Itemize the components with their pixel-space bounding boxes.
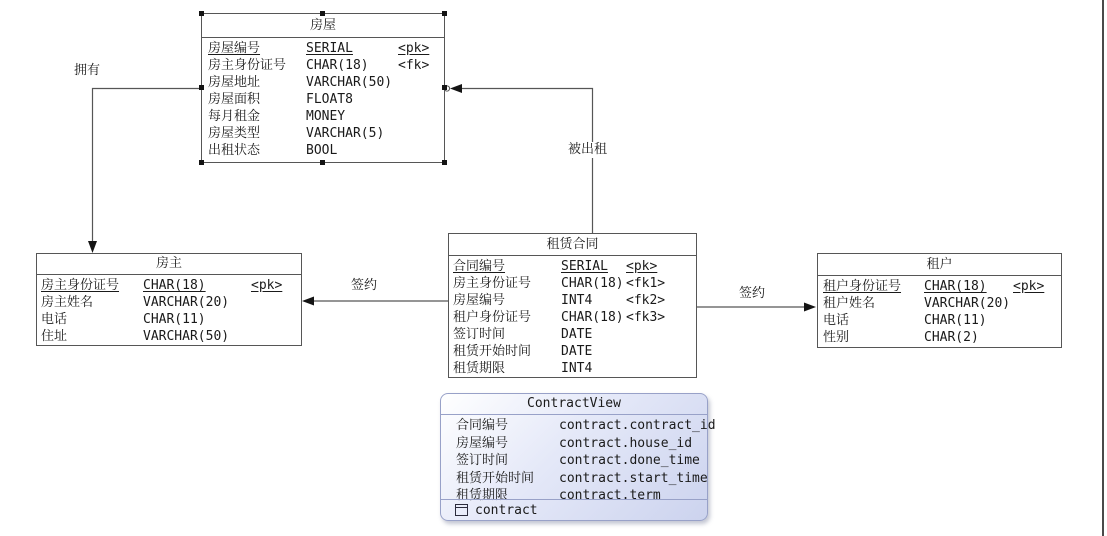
connector-label-rented[interactable]: 被出租 [568, 142, 608, 157]
field-type: MONEY [306, 109, 346, 124]
field-name: 签订时间 [453, 327, 506, 342]
field-name: 房主姓名 [41, 295, 94, 310]
table-body [818, 276, 1061, 346]
field-key: <pk> [398, 41, 430, 56]
table-row [453, 360, 696, 377]
field-name: 租赁期限 [456, 488, 509, 503]
field-name: 签订时间 [456, 453, 509, 468]
field-type: VARCHAR(5) [306, 126, 385, 141]
connector-label-sign-left[interactable]: 签约 [351, 278, 378, 293]
view-source-table: contract [475, 502, 538, 518]
field-name: 电话 [823, 313, 850, 328]
entity-table-house[interactable] [201, 13, 445, 163]
view-symbol-contractview[interactable] [440, 393, 716, 521]
field-key [398, 74, 444, 91]
field-type: VARCHAR(20) [143, 295, 230, 310]
field-type: CHAR(11) [924, 313, 987, 328]
field-key [626, 343, 696, 360]
connector-own-line[interactable] [93, 89, 202, 247]
selection-handle[interactable] [199, 11, 204, 16]
field-type: CHAR(2) [924, 330, 979, 345]
table-row [823, 295, 1061, 312]
field-type: CHAR(18) [924, 279, 987, 294]
connector-sign-left-arrowhead [302, 297, 314, 306]
field-key [1013, 312, 1061, 329]
field-type: CHAR(11) [143, 312, 206, 327]
field-key: <fk1> [626, 276, 666, 291]
field-mapping: contract.contract_id [559, 418, 716, 433]
field-name: 房主身份证号 [208, 58, 287, 73]
field-name: 租赁开始时间 [456, 470, 535, 486]
field-type: SERIAL [306, 41, 353, 56]
field-mapping: contract.term [559, 488, 661, 503]
field-type: VARCHAR(20) [924, 296, 1011, 311]
table-row [208, 74, 444, 91]
table-row [41, 311, 301, 328]
field-mapping: contract.done_time [559, 453, 700, 468]
field-type: BOOL [306, 143, 338, 158]
field-type: CHAR(18) [561, 310, 624, 325]
field-name: 房屋编号 [453, 293, 506, 308]
field-key: <pk> [1013, 279, 1045, 294]
view-title: ContractView [441, 394, 707, 415]
selection-handle[interactable] [199, 85, 204, 90]
field-key [1013, 329, 1061, 346]
field-name: 出租状态 [208, 143, 261, 158]
view-row [456, 435, 707, 453]
table-row [453, 258, 696, 275]
field-name: 租赁期限 [453, 361, 506, 376]
field-key: <fk> [398, 58, 430, 73]
table-row [208, 108, 444, 125]
table-row [208, 125, 444, 142]
field-name: 租赁开始时间 [453, 344, 532, 359]
field-name: 房屋面积 [208, 92, 261, 107]
table-icon [455, 504, 468, 516]
field-name: 性别 [823, 330, 850, 345]
table-title: 房主 [37, 254, 301, 275]
selection-handle[interactable] [442, 11, 447, 16]
field-key [398, 125, 444, 142]
table-title: 租赁合同 [449, 234, 696, 256]
field-mapping: contract.house_id [559, 435, 693, 451]
table-row [453, 343, 696, 360]
field-name: 房屋类型 [208, 126, 261, 141]
table-row [41, 277, 301, 294]
field-key: <fk2> [626, 293, 666, 308]
page-boundary-line [1102, 0, 1104, 536]
view-row [456, 452, 707, 470]
connector-rented-arrowhead [450, 84, 462, 93]
field-type: DATE [561, 327, 593, 342]
field-type: FLOAT8 [306, 92, 353, 107]
field-name: 住址 [41, 329, 68, 344]
table-row [453, 275, 696, 292]
field-key: <fk3> [626, 310, 666, 325]
field-name: 合同编号 [456, 418, 509, 433]
view-body [441, 415, 716, 503]
field-type: CHAR(18) [561, 276, 624, 291]
field-key [398, 91, 444, 108]
field-name: 租户身份证号 [453, 310, 532, 325]
entity-table-contract[interactable] [448, 233, 697, 378]
field-name: 合同编号 [453, 259, 506, 274]
table-row [823, 312, 1061, 329]
connector-rented-line[interactable] [462, 89, 593, 234]
connector-sign-right-arrowhead [804, 303, 816, 312]
table-row [208, 142, 444, 159]
selection-handle[interactable] [199, 160, 204, 165]
field-name: 租户姓名 [823, 296, 876, 311]
selection-handle[interactable] [320, 11, 325, 16]
field-key [626, 360, 696, 377]
field-name: 每月租金 [208, 109, 261, 124]
view-row [456, 470, 707, 488]
entity-table-tenant[interactable] [817, 253, 1062, 348]
table-title: 房屋 [202, 14, 444, 38]
connector-label-sign-right[interactable]: 签约 [739, 286, 766, 301]
table-row [453, 309, 696, 326]
view-row [456, 417, 716, 435]
table-body [202, 38, 444, 159]
field-name: 房屋编号 [208, 41, 261, 56]
table-title: 租户 [818, 254, 1061, 276]
field-name: 电话 [41, 312, 68, 327]
table-row [41, 294, 301, 311]
field-name: 租户身份证号 [823, 279, 902, 294]
table-body [37, 275, 301, 345]
field-key [398, 142, 444, 159]
selection-handle[interactable] [320, 160, 325, 165]
table-row [453, 292, 696, 309]
table-row [823, 329, 1061, 346]
field-name: 房屋编号 [456, 435, 509, 451]
field-name: 房主身份证号 [41, 278, 120, 293]
field-key: <pk> [251, 278, 283, 293]
table-row [41, 328, 301, 345]
field-type: CHAR(18) [306, 58, 369, 73]
table-row [823, 278, 1061, 295]
connector-label-own[interactable]: 拥有 [74, 63, 101, 78]
field-key [626, 326, 696, 343]
view-footer [441, 499, 707, 520]
table-row [208, 40, 444, 57]
field-type: INT4 [561, 361, 593, 376]
table-row [208, 57, 444, 74]
selection-handle[interactable] [442, 85, 447, 90]
field-type: INT4 [561, 293, 593, 308]
table-body [449, 256, 696, 377]
field-name: 房主身份证号 [453, 276, 532, 291]
field-key [251, 311, 301, 328]
entity-table-landlord[interactable] [36, 253, 302, 346]
field-key [251, 328, 301, 345]
field-name: 房屋地址 [208, 75, 261, 90]
field-type: VARCHAR(50) [143, 329, 230, 344]
field-type: VARCHAR(50) [306, 75, 393, 90]
field-type: SERIAL [561, 259, 608, 274]
connector-own-arrowhead [88, 241, 97, 253]
selection-handle[interactable] [442, 160, 447, 165]
field-type: CHAR(18) [143, 278, 206, 293]
table-row [208, 91, 444, 108]
field-key [1013, 295, 1061, 312]
table-row [453, 326, 696, 343]
field-key [251, 294, 301, 311]
field-key [398, 108, 444, 125]
field-mapping: contract.start_time [559, 470, 708, 486]
field-key: <pk> [626, 259, 658, 274]
field-type: DATE [561, 344, 593, 359]
